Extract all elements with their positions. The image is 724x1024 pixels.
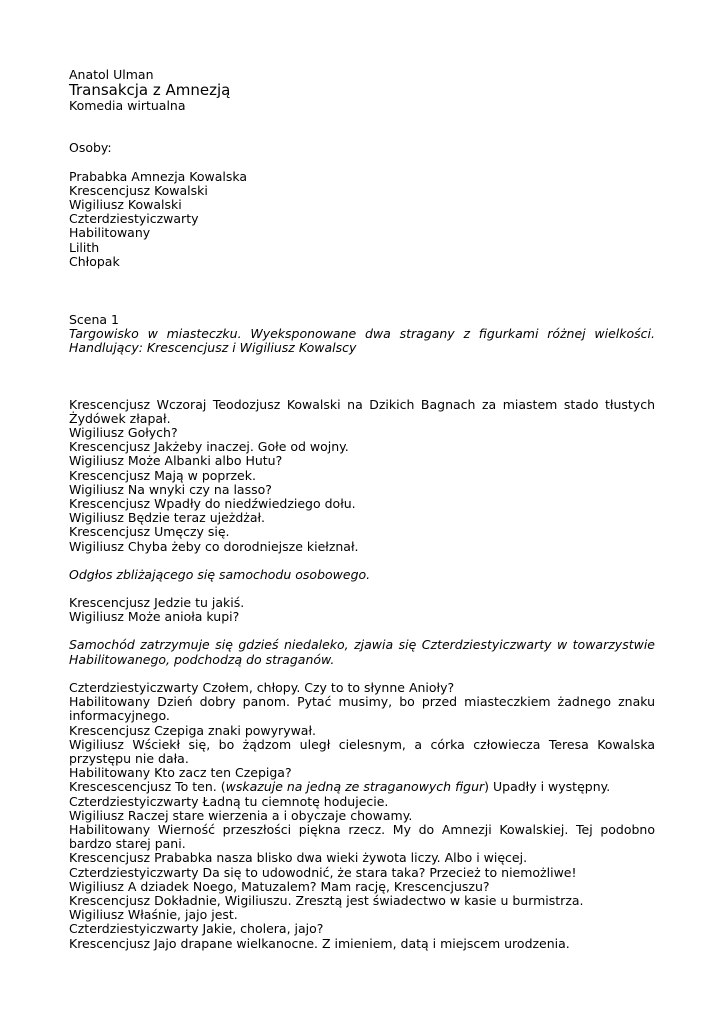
persons-heading: Osoby: bbox=[69, 140, 112, 156]
dialogue-line: Krescencjusz Jakżeby inaczej. Gołe od wojny. bbox=[69, 439, 349, 455]
scene-direction: Targowisko w miasteczku. Wyeksponowane dwa stragany z figurkami różnej wielkości. Handlujący: Krescencjusz i Wigiliusz Kowalscy bbox=[69, 326, 655, 356]
dialogue-text: Krescescencjusz To ten. ( bbox=[69, 779, 226, 795]
dialogue-line-with-direction bbox=[69, 780, 655, 794]
dialogue-line: Krescencjusz Mają w poprzek. bbox=[69, 467, 256, 483]
dialogue-line: Czterdziestyiczwarty Ładną tu ciemnotę hodujecie. bbox=[69, 793, 389, 809]
person-item: Habilitowany bbox=[69, 225, 151, 241]
dialogue-text: ) Upadły i występny. bbox=[484, 779, 611, 795]
dialogue-line: Habilitowany Kto zacz ten Czepiga? bbox=[69, 765, 292, 781]
dialogue-line: Wigiliusz Raczej stare wierzenia a i obyczaje chowamy. bbox=[69, 807, 413, 823]
dialogue-line: Krescencjusz Umęczy się. bbox=[69, 524, 230, 540]
dialogue-block-3 bbox=[69, 681, 655, 951]
dialogue-line: Wigiliusz Na wnyki czy na lasso? bbox=[69, 481, 272, 497]
dialogue-line: Krescencjusz Prababka nasza blisko dwa wieki żywota liczy. Albo i więcej. bbox=[69, 850, 528, 866]
dialogue-line: Habilitowany Dzień dobry panom. Pytać musimy, bo przed miasteczkiem żadnego znaku informacyjnego. bbox=[69, 694, 655, 724]
dialogue-line: Czterdziestyiczwarty Czołem, chłopy. Czy to to słynne Anioły? bbox=[69, 679, 455, 695]
dialogue-line: Wigiliusz Może anioła kupi? bbox=[69, 609, 240, 625]
author-name: Anatol Ulman bbox=[69, 67, 154, 82]
dialogue-line: Krescencjusz Wpadły do niedźwiedziego dołu. bbox=[69, 496, 356, 512]
person-item: Chłopak bbox=[69, 253, 120, 269]
person-item: Prababka Amnezja Kowalska bbox=[69, 168, 248, 184]
dialogue-line: Wigiliusz Wściekł się, bo żądzom uległ cielesnym, a córka człowiecza Teresa Kowalska przystępu nie dała. bbox=[69, 736, 655, 766]
dialogue-line: Wigiliusz A dziadek Noego, Matuzalem? Mam rację, Krescencjuszu? bbox=[69, 878, 490, 894]
person-item: Czterdziestyiczwarty bbox=[69, 211, 199, 227]
person-item: Wigiliusz Kowalski bbox=[69, 197, 182, 213]
dialogue-line: Wigiliusz Będzie teraz ujeżdżał. bbox=[69, 510, 266, 526]
dialogue-line: Czterdziestyiczwarty Jakie, cholera, jajo? bbox=[69, 921, 324, 937]
dialogue-line: Wigiliusz Gołych? bbox=[69, 425, 178, 441]
play-subtitle: Komedia wirtualna bbox=[69, 98, 186, 114]
inline-stage-direction: wskazuje na jedną ze straganowych figur bbox=[225, 779, 485, 795]
dialogue-line: Habilitowany Wierność przeszłości piękna rzecz. My do Amnezji Kowalskiej. Tej podobno bardzo starej pani. bbox=[69, 821, 655, 852]
document-page bbox=[69, 68, 655, 951]
dialogue-line: Czterdziestyiczwarty Da się to udowodnić, że stara taka? Przecież to niemożliwe! bbox=[69, 864, 577, 880]
scene-label: Scena 1 bbox=[69, 312, 120, 328]
persons-list bbox=[69, 170, 655, 269]
dialogue-line: Krescencjusz Wczoraj Teodozjusz Kowalski na Dzikich Bagnach za miastem stado tłustych Żydówek złapał. bbox=[69, 396, 655, 426]
dialogue-block-1 bbox=[69, 398, 655, 554]
dialogue-line: Wigiliusz Może Albanki albo Hutu? bbox=[69, 453, 283, 469]
dialogue-line: Wigiliusz Chyba żeby co dorodniejsze kiełznał. bbox=[69, 538, 359, 554]
dialogue-line: Krescencjusz Jedzie tu jakiś. bbox=[69, 595, 245, 611]
stage-direction: Odgłos zbliżającego się samochodu osobowego. bbox=[69, 566, 371, 582]
dialogue-line: Krescencjusz Jajo drapane wielkanocne. Z imieniem, datą i miejscem urodzenia. bbox=[69, 935, 570, 951]
play-title: Transakcja z Amnezją bbox=[69, 81, 231, 100]
person-item: Lilith bbox=[69, 239, 100, 255]
dialogue-line: Krescencjusz Dokładnie, Wigiliuszu. Zresztą jest świadectwo w kasie u burmistrza. bbox=[69, 892, 584, 908]
dialogue-line: Krescencjusz Czepiga znaki powyrywał. bbox=[69, 722, 316, 738]
dialogue-block-2 bbox=[69, 596, 655, 624]
stage-direction: Samochód zatrzymuje się gdzieś niedaleko, zjawia się Czterdziestyiczwarty w towarzystwie Habilitowanego, podchodzą do straganów. bbox=[69, 637, 655, 667]
person-item: Krescencjusz Kowalski bbox=[69, 182, 208, 198]
dialogue-line: Wigiliusz Właśnie, jajo jest. bbox=[69, 907, 238, 923]
